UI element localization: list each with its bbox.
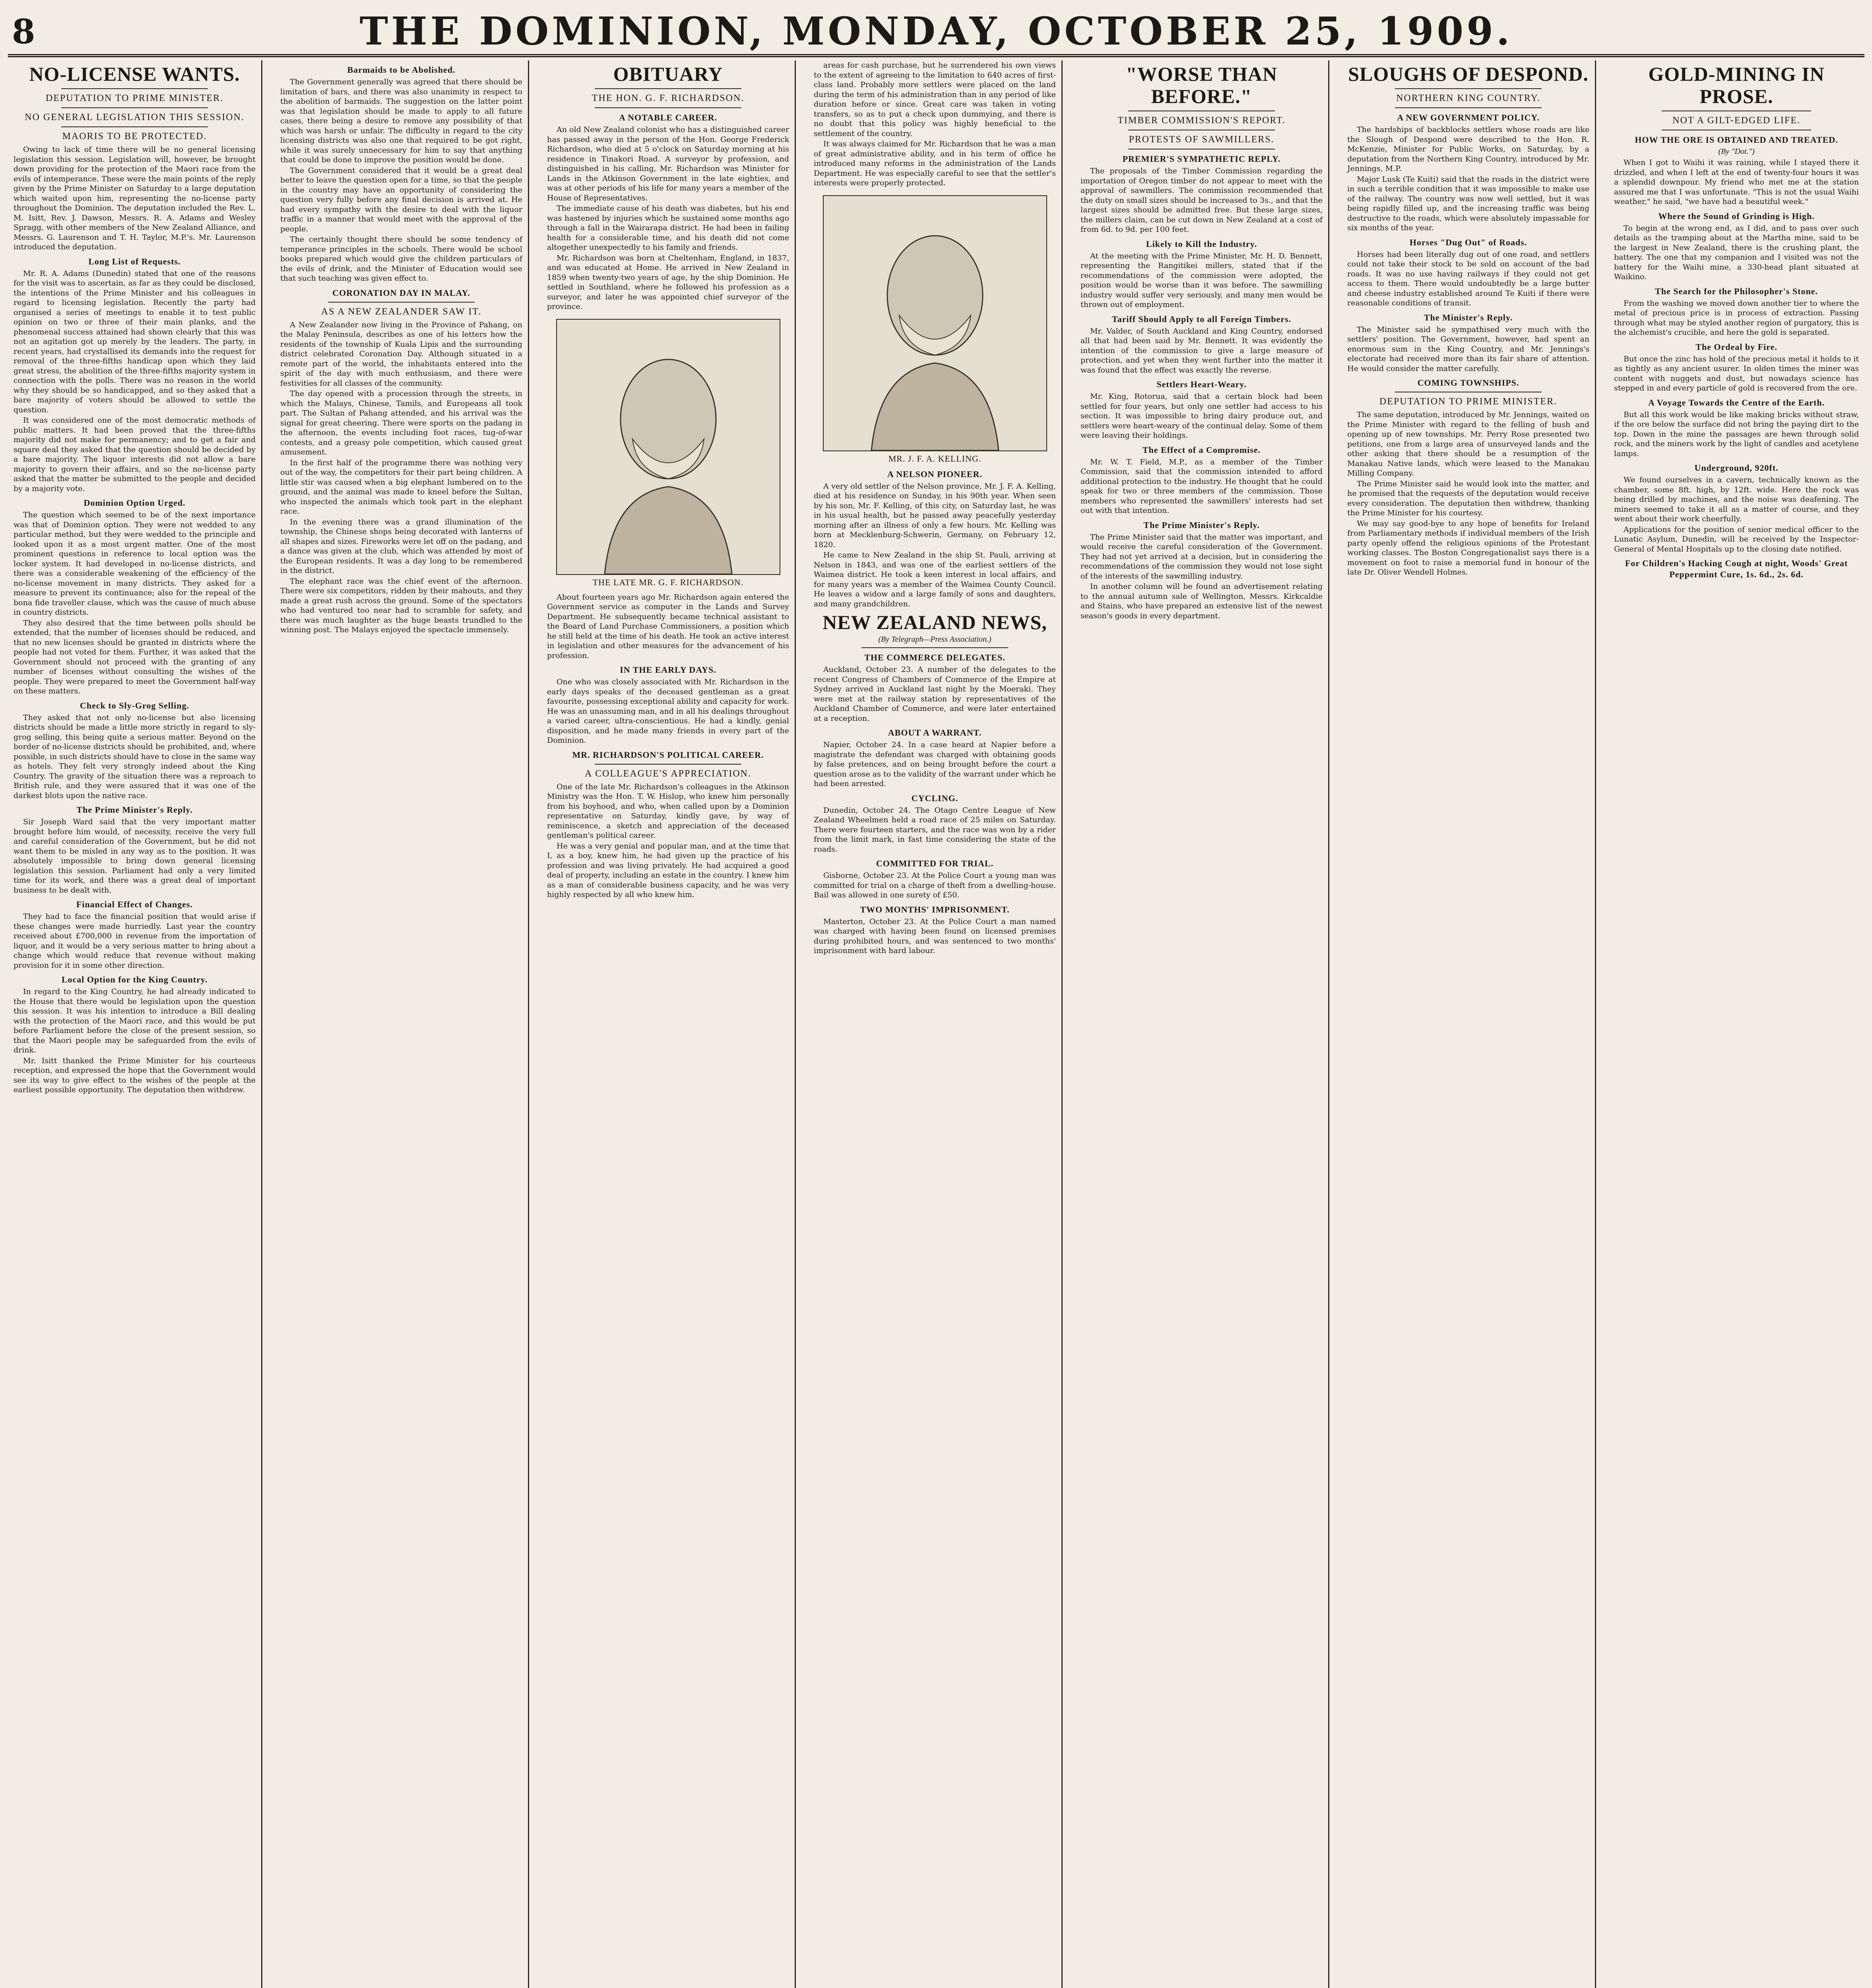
- section-subhead: CORONATION DAY IN MALAY.: [332, 287, 470, 298]
- article-deck: DEPUTATION TO PRIME MINISTER.: [45, 93, 224, 103]
- column-6: [1342, 60, 1596, 1988]
- article-paragraph: They also desired that the time between polls should be extended, that the number of licenses should be reduced, and that no new licenses should be granted in districts where the people had not voted for them. Further, it was asked that the Government should not proceed with the granting of any number of licenses without consulting the wishes of the people. They were prepared to meet the Government half-way on these matters.: [14, 618, 256, 695]
- article-paragraph: The certainly thought there should be some tendency of temperance principles in the schools. There would be school books prepared which would give the children particulars of the evils of drink, and the Minister of Education would see that such teaching was given effect to.: [280, 235, 522, 283]
- article-paragraph: Dunedin, October 24. The Otago Centre League of New Zealand Wheelmen held a road race of 25 miles on Saturday. There were fourteen starters, and the race was won by a rider from the limit mark, in fast time considering the state of the roads.: [814, 806, 1056, 854]
- section-subhead: A NELSON PIONEER.: [887, 469, 982, 479]
- article-paragraph: We found ourselves in a cavern, technically known as the chamber, some 8ft. high, by 12ft. wide. Here the rock was being drilled by machines, and the noise was deafening. The miners seemed to take it all as a matter of course, and they went about their work cheerfully.: [1614, 476, 1859, 523]
- divider-rule: [1395, 88, 1542, 89]
- article-paragraph: The Government considered that it would be a great deal better to leave the question open for a time, so that the people in the country may have an opportunity of considering the question very fully before any final decision is arrived at. He had every sympathy with the desire to deal with the liquor traffic in a manner that would meet with the approval of the people.: [280, 166, 522, 233]
- section-subhead: Long List of Requests.: [88, 256, 181, 266]
- article-paragraph: The Prime Minister said that the matter was important, and would receive the careful consideration of the Government. They had not yet arrived at a decision, but in considering the recommendations of the commission they would not lose sight of the interests of the sawmilling industry.: [1081, 532, 1323, 580]
- dateline: (By Telegraph—Press Association.): [878, 635, 991, 644]
- section-subhead: Barmaids to be Abolished.: [347, 65, 456, 75]
- section-subhead: Horses "Dug Out" of Roads.: [1409, 237, 1527, 247]
- divider-rule: [61, 126, 208, 127]
- section-subhead: TWO MONTHS' IMPRISONMENT.: [860, 904, 1010, 914]
- divider-rule: [595, 764, 741, 765]
- article-paragraph: Horses had been literally dug out of one road, and settlers could not take their stock to be sold on account of the bad roads. It was no use having railways if they could not get access to them. There would undoubtedly be a large butter and cheese industry established around Te Kuiti if there were reasonable conditions of transit.: [1347, 250, 1589, 307]
- article-paragraph: Masterton, October 23. At the Police Court a man named was charged with having been found on licensed premises during prohibited hours, and was sentenced to two months' imprisonment with hard labour.: [814, 917, 1056, 955]
- newspaper-page: [8, 7, 1864, 1988]
- column-5: [1075, 60, 1329, 1988]
- column-2: [275, 60, 529, 1988]
- section-subhead: For Children's Hacking Cough at night, Woods' Great Peppermint Cure, 1s. 6d., 2s. 6d.: [1625, 558, 1848, 579]
- section-subhead: The Minister's Reply.: [1424, 312, 1513, 322]
- section-subhead: The Prime Minister's Reply.: [1143, 520, 1260, 530]
- column-4: [808, 60, 1063, 1988]
- article-paragraph: The hardships of backblocks settlers whose roads are like the Slough of Despond were described to the Hon. R. McKenzie, Minister for Public Works, on Saturday, by a deputation from the Northern King Country, introduced by Mr. Jennings, M.P.: [1347, 125, 1589, 173]
- article-deck: DEPUTATION TO PRIME MINISTER.: [1379, 396, 1558, 407]
- article-paragraph: But all this work would be like making bricks without straw, if the ore below the surface did not bring the paying dirt to the top. Down in the mine the passages are hewn through solid rock, and the miners work by the light of candles and acetylene lamps.: [1614, 410, 1859, 458]
- section-subhead: Local Option for the King Country.: [61, 975, 208, 984]
- columns-container: [8, 60, 1864, 1988]
- article-paragraph: Mr. Isitt thanked the Prime Minister for his courteous reception, and expressed the hope that the Government would see its way to give effect to the wishes of the people at the earliest possible opportunity. The deputation then withdrew.: [14, 1056, 256, 1094]
- section-subhead: Financial Effect of Changes.: [76, 899, 193, 909]
- section-subhead: Underground, 920ft.: [1694, 463, 1779, 473]
- article-paragraph: They asked that not only no-license but also licensing districts should be made a little more strictly in regard to sly-grog selling, this being quite a serious matter. Beyond on the border of no-license districts should be prohibited, and, where possible, in such districts should have to close in the same way as hotels. They felt very strongly indeed about the King Country. The gravity of the situation there was a reproach to British rule, and they were assured that it was one of the darkest blots upon the native race.: [14, 713, 256, 800]
- article-deck: A COLLEAGUE'S APPRECIATION.: [584, 768, 751, 779]
- article-deck: PROTESTS OF SAWMILLERS.: [1129, 134, 1275, 145]
- section-subhead: Settlers Heart-Weary.: [1156, 379, 1247, 389]
- article-paragraph: An old New Zealand colonist who has a distinguished career has passed away in the person of the Hon. George Frederick Richardson, who died at 5 o'clock on Saturday morning at his residence in Tinakori Road. A surveyor by profession, and distinguished in his calling, Mr. Richardson was Minister for Lands in the Atkinson Government in the late eighties, and was at other periods of his life for many years a member of the House of Representatives.: [547, 125, 789, 202]
- article-paragraph: One who was closely associated with Mr. Richardson in the early days speaks of the deceased gentleman as a great favourite, possessing exceptional ability and capacity for work. He was an unassuming man, and in all his dealings throughout a varied career, ultra-conscientious. He had a kindly, genial disposition, and he made many friends in every part of the Dominion.: [547, 678, 789, 745]
- divider-rule: [1395, 107, 1542, 108]
- article-headline: SLOUGHS OF DESPOND.: [1348, 63, 1589, 85]
- article-paragraph: A New Zealander now living in the Province of Pahang, on the Malay Peninsula, describes as one of his letters how the residents of the township of Kuala Lipis and the surrounding district celebrated Coronation Day. Although situated in a remote part of the world, the inhabitants entered into the spirit of the day with much enthusiasm, and there were festivities for all classes of the community.: [280, 320, 522, 388]
- section-subhead: HOW THE ORE IS OBTAINED AND TREATED.: [1635, 135, 1838, 145]
- article-paragraph: When I got to Waihi it was raining, while I stayed there it drizzled, and when I left at the end of twenty-four hours it was a splendid downpour. My friend who met me at the station assured me that I was unfortunate. "This is not the usual Waihi weather," he said, "we have had a beautiful week.": [1614, 158, 1859, 206]
- article-paragraph: At the meeting with the Prime Minister, Mr. H. D. Bennett, representing the Rangitikei millers, stated that if the recommendations of the commission were adopted, the position would be worse than it was before. The sawmilling industry would suffer very seriously, and many men would be thrown out of employment.: [1081, 251, 1323, 309]
- portrait-photo: [556, 319, 780, 575]
- article-deck: NO GENERAL LEGISLATION THIS SESSION.: [25, 112, 244, 122]
- section-subhead: Likely to Kill the Industry.: [1146, 239, 1257, 249]
- article-paragraph: We may say good-bye to any hope of benefits for Ireland from Parliamentary methods if individual members of the Irish party openly offend the religious opinions of the Protestant working classes. The Boston Congregationalist says there is a movement on foot to raise a memorial fund in honour of the late Dr. Oliver Wendell Holmes.: [1347, 519, 1589, 577]
- article-paragraph: Sir Joseph Ward said that the very important matter brought before him would, of necessity, receive the very full and careful consideration of the Government, but he did not want them to be misled in any way as to the position. It was absolutely impossible to bring down general licensing legislation this session. Parliament had only a very limited time for its work, and there was a great deal of important business to be dealt with.: [14, 817, 256, 895]
- article-headline: NO-LICENSE WANTS.: [29, 63, 240, 85]
- article-paragraph: The proposals of the Timber Commission regarding the importation of Oregon timber do not appear to meet with the approval of sawmillers. The commission recommended that the duty on small sizes should be increased to 3s., and that the largest sizes should be admitted free. But these large sizes, the millers claim, can be cut down in New Zealand at a cost of from 6d. to 9d. per 100 feet.: [1081, 167, 1323, 234]
- article-paragraph: Mr. King, Rotorua, said that a certain block had been settled for four years, but only one settler had access to his section. It was impossible to bring dairy produce out, and settlers were heart-weary of the continual delay. Some of them were leaving their holdings.: [1081, 392, 1323, 440]
- divider-rule: [595, 88, 741, 89]
- article-paragraph: Mr. Richardson was born at Cheltenham, England, in 1837, and was educated at Home. He arrived in New Zealand in 1859 when twenty-two years of age, by the ship Dominion. He settled in Southland, where he followed his profession as a surveyor, and later he was appointed chief surveyor of the province.: [547, 253, 789, 311]
- article-paragraph: They had to face the financial position that would arise if these changes were made hurriedly. Last year the country received about £700,000 in revenue from the importation of liquor, and it would be a very serious matter to bring about a change which would reduce that revenue without making provision for it in some other direction.: [14, 912, 256, 970]
- article-paragraph: Mr. R. A. Adams (Dunedin) stated that one of the reasons for the visit was to ascertain, as far as they could be disclosed, the intentions of the Prime Minister and his colleagues in regard to licensing legislation. Recently the party had organised a series of meetings to enable it to test public opinion on two or three of their main planks, and the phenomenal success attained had shown clearly that this was not an agitation got up merely by the leaders. The party, in recent years, had crystallised its demands into the request for removal of the three-fifths handicap upon which they laid great stress, the abolition of the three-fifths majority system in connection with the polls. There was no reason in the world why they should be so handicapped, and so they asked that a bare majority of voters should be allowed to settle the question.: [14, 269, 256, 414]
- portrait-photo-2: [823, 195, 1047, 451]
- section-subhead: THE COMMERCE DELEGATES.: [864, 652, 1005, 662]
- article-paragraph: About fourteen years ago Mr. Richardson again entered the Government service as computer in the Lands and Survey Department. He subsequently became technical assistant to the Board of Land Purchase Commissioners, a position which he still held at the time of his death. He took an active interest in legislation and other measures for the advancement of his profession.: [547, 592, 789, 660]
- article-paragraph: One of the late Mr. Richardson's colleagues in the Atkinson Ministry was the Hon. T. W. Hislop, who knew him personally from his boyhood, and who, when called upon by a Dominion representative on Saturday, kindly gave, by way of reminiscence, a sketch and appreciation of the deceased gentleman's political career.: [547, 782, 789, 840]
- section-subhead: A NOTABLE CAREER.: [619, 113, 718, 122]
- article-paragraph: The Prime Minister said he would look into the matter, and he promised that the requests of the deputation would receive every consideration. The deputation then withdrew, thanking the Prime Minister for his courtesy.: [1347, 479, 1589, 517]
- article-paragraph: The day opened with a procession through the streets, in which the Malays, Chinese, Tamils, and Europeans all took part. The Sultan of Pahang attended, and his arrival was the signal for great cheering. There were sports on the padang in the afternoon, the events including foot races, tug-of-war contests, and a greasy pole competition, which caused great amusement.: [280, 389, 522, 456]
- article-paragraph: The elephant race was the chief event of the afternoon. There were six competitors, ridden by their mahouts, and they made a great rush across the ground. Some of the spectators who had ventured too near had to scramble for safety, and there was much laughter as the huge beasts trundled to the winning post. The Malays enjoyed the spectacle immensely.: [280, 577, 522, 634]
- section-subhead: PREMIER'S SYMPATHETIC REPLY.: [1122, 154, 1281, 164]
- article-paragraph: Napier, October 24. In a case heard at Napier before a magistrate the defendant was charged with obtaining goods by false pretences, and on being brought before the court a question arose as to the validity of the warrant under which he had been arrested.: [814, 740, 1056, 788]
- newspaper-title: THE DOMINION, MONDAY, OCTOBER 25, 1909.: [359, 9, 1513, 54]
- article-paragraph: Applications for the position of senior medical officer to the Lunatic Asylum, Dunedin, will be received by the Inspector-General of Mental Hospitals up to the closing date notified.: [1614, 525, 1859, 553]
- section-subhead: The Search for the Philosopher's Stone.: [1655, 286, 1818, 296]
- section-subhead: The Prime Minister's Reply.: [76, 805, 193, 815]
- article-headline: GOLD-MINING IN PROSE.: [1648, 63, 1825, 107]
- article-paragraph: The question which seemed to be of the next importance was that of Dominion option. They were not wedded to any particular method, but they were wedded to the principle and looked upon it as a most urgent matter. One of the most prominent questions in reference to local option was the locker system. It had developed in no-license districts, and there was a considerable weakening of the efficiency of the no-license movement in many districts. They asked for a measure to prevent its continuance; also for the repeal of the bona fide traveller clause, which was the cause of much abuse in country districts.: [14, 511, 256, 617]
- article-paragraph: A very old settler of the Nelson province, Mr. J. F. A. Kelling, died at his residence on Sunday, in his 90th year. When seen by his son, Mr. F. Kelling, of this city, on Saturday last, he was in his usual health, but he passed away peacefully yesterday morning after an illness of only a few hours. Mr. Kelling was born at Mecklenburg-Schwerin, Germany, on February 12, 1820.: [814, 481, 1056, 549]
- article-paragraph: Mr. W. T. Field, M.P., as a member of the Timber Commission, said that the commission intended to afford additional protection to the industry. He thought that he could speak for two or three members of the commission. Those members who represented the sawmillers' interests had set out with that intention.: [1081, 457, 1323, 515]
- article-paragraph: areas for cash purchase, but he surrendered his own views to the extent of agreeing to the limitation to 640 acres of first-class land. Probably more settlers were placed on the land during the term of his administration than in any period of like duration before or since. Great care was taken in voting transfers, so as to put a check upon dummying, and there is no doubt that this policy was highly beneficial to the settlement of the country.: [814, 61, 1056, 138]
- article-paragraph: In another column will be found an advertisement relating to the annual autumn sale of Wellington, Messrs. Kirkcaldie and Stains, who have prepared an extensive list of the newest season's goods in every department.: [1081, 582, 1323, 620]
- section-subhead: CYCLING.: [911, 793, 958, 803]
- article-headline: NEW ZEALAND NEWS,: [823, 611, 1047, 633]
- section-subhead: The Ordeal by Fire.: [1695, 342, 1777, 352]
- section-subhead: COMING TOWNSHIPS.: [1417, 378, 1519, 388]
- article-paragraph: It was considered one of the most democratic methods of public matters. It had been proved that the three-fifths majority did not make for permanency; and to get a fair and square deal they asked that the question should be decided by a bare majority. The liquor interests did not allow a bare majority to govern their affairs, and so the no-license party asked that the matter be submitted to the people and decided by a majority vote.: [14, 416, 256, 493]
- column-3: [541, 60, 796, 1988]
- article-paragraph: Owing to lack of time there will be no general licensing legislation this session. Legislation will, however, be brought down providing for the protection of the Maori race from the evils of intemperance. These were the main points of the reply given by the Prime Minister on Saturday to a large deputation which waited upon him, representing the no-license party throughout the Dominion. The deputation included the Rev. L. M. Isitt, Rev. J. Dawson, Messrs. R. A. Adams and Wesley Spragg, with other members of the New Zealand Alliance, and Messrs. G. Laurenson and T. H. Taylor, M.P.'s. Mr. Laurenson introduced the deputation.: [14, 145, 256, 251]
- page-number: 8: [12, 12, 35, 51]
- divider-rule: [595, 107, 741, 108]
- photo-caption: MR. J. F. A. KELLING.: [888, 453, 982, 464]
- section-subhead: Check to Sly-Grog Selling.: [80, 700, 189, 711]
- divider-rule: [861, 647, 1008, 648]
- section-subhead: Where the Sound of Grinding is High.: [1658, 211, 1815, 221]
- article-deck: NORTHERN KING COUNTRY.: [1396, 93, 1540, 103]
- divider-rule: [61, 88, 208, 89]
- article-headline: "WORSE THAN BEFORE.": [1126, 63, 1277, 107]
- section-subhead: ABOUT A WARRANT.: [888, 728, 982, 738]
- section-subhead: The Effect of a Compromise.: [1142, 445, 1261, 455]
- article-paragraph: He was a very genial and popular man, and at the time that I, as a boy, knew him, he had given up the practice of his profession and was living privately. He had acquired a good deal of property, including an estate in the country. I knew him as a man of considerable business capacity, and he was very highly respected by all who knew him.: [547, 841, 789, 899]
- article-deck: AS A NEW ZEALANDER SAW IT.: [321, 306, 482, 317]
- article-paragraph: The Minister said he sympathised very much with the settlers' position. The Government, however, had spent an enormous sum in the King Country, and Mr. Jennings's electorate had received more than its fair share of attention. He would consider the matter carefully.: [1347, 325, 1589, 373]
- article-paragraph: Major Lusk (Te Kuiti) said that the roads in the district were in such a terrible condition that it was impossible to make use of the railway. The country was now well settled, but it was being rapidly filled up, and the increasing traffic was being destructive to the roads, which were absolutely impassable for six months of the year.: [1347, 175, 1589, 232]
- article-paragraph: In the first half of the programme there was nothing very out of the way, the competitors for their part being children. A little stir was caused when a big elephant lumbered on to the ground, and the animal was made to kneel before the Sultan, who inspected the animals which took part in the elephant race.: [280, 458, 522, 516]
- masthead: [8, 7, 1864, 57]
- article-paragraph: To begin at the wrong end, as I did, and to pass over such details as the tramping about at the Martha mine, said to be the largest in New Zealand, there is the crushing plant, the battery. The one that my companion and I visited was not the battery for the Waihi mine, a 330-head plant situated at Waikino.: [1614, 223, 1859, 281]
- divider-rule: [328, 302, 475, 303]
- column-1: [8, 60, 262, 1988]
- section-subhead: COMMITTED FOR TRIAL.: [876, 858, 994, 868]
- article-paragraph: From the washing we moved down another tier to where the metal of precious price is in process of extraction. Passing through what may be styled another region of purgatory, this is the alchemist's crucible, and here the gold is separated.: [1614, 299, 1859, 337]
- article-paragraph: But once the zinc has hold of the precious metal it holds to it as tightly as any ancient usurer. In olden times the miner was content with nuggets and dust, but nowadays science has stepped in and every particle of gold is recovered from the ore.: [1614, 354, 1859, 392]
- article-paragraph: The same deputation, introduced by Mr. Jennings, waited on the Prime Minister with regard to the felling of bush and opening up of new townships. Mr. Perry Rose presented two petitions, one from a large area of unsurveyed lands and the other asking that there should be a resumption of the Manakau Native lands, which were leased to the Manakau Milling Company.: [1347, 410, 1589, 478]
- section-subhead: MR. RICHARDSON'S POLITICAL CAREER.: [572, 749, 764, 760]
- article-deck: TIMBER COMMISSION'S REPORT.: [1117, 115, 1286, 126]
- section-subhead: IN THE EARLY DAYS.: [620, 665, 716, 675]
- column-7: [1608, 60, 1864, 1988]
- article-deck: NOT A GILT-EDGED LIFE.: [1672, 115, 1800, 126]
- section-subhead: Dominion Option Urged.: [83, 498, 186, 508]
- article-paragraph: The Government generally was agreed that there should be limitation of bars, and there was also unanimity in respect to the abolition of barmaids. The suggestion on the latter point was that legislation should be made to apply to all future cases, there being a desire to remove any possibility of that which was harsh or unfair. The difficulty in regard to the city licensing districts was also one that required to be got right, while it was surely unnecessary for him to say that anything that could be done to improve the position would be done.: [280, 78, 522, 164]
- section-subhead: A NEW GOVERNMENT POLICY.: [1397, 113, 1540, 122]
- article-paragraph: Mr. Valder, of South Auckland and King Country, endorsed all that had been said by Mr. Bennett. It was evidently the intention of the commission to give a large measure of protection, and yet when they went further into the matter it was found that the effect was exactly the reverse.: [1081, 326, 1323, 375]
- dateline: (By "Dot."): [1718, 147, 1755, 156]
- article-paragraph: In regard to the King Country, he had already indicated to the House that there would be legislation upon the question this session. It was his intention to introduce a Bill dealing with the protection of the Maori race, and this would be put before Parliament before the close of the present session, so that the Maori people may be safeguarded from the evils of drink.: [14, 987, 256, 1054]
- article-deck: MAORIS TO BE PROTECTED.: [62, 131, 207, 142]
- article-paragraph: In the evening there was a grand illumination of the township, the Chinese shops being decorated with lanterns of all shapes and sizes. Fireworks were let off on the padang, and a dance was given at the club, which was attended by most of the European residents. It was a day long to be remembered in the district.: [280, 517, 522, 575]
- article-paragraph: Gisborne, October 23. At the Police Court a young man was committed for trial on a charge of theft from a dwelling-house. Bail was allowed in one surety of £50.: [814, 871, 1056, 899]
- article-paragraph: The immediate cause of his death was diabetes, but his end was hastened by injuries which he sustained some months ago through a fall in the Wairarapa district. He had been in failing health for a considerable time, and his death did not come altogether unexpectedly to his family and friends.: [547, 204, 789, 252]
- article-paragraph: Auckland, October 23. A number of the delegates to the recent Congress of Chambers of Commerce of the Empire at Sydney arrived in Auckland last night by the Moeraki. They were met at the railway station by representatives of the Auckland Chamber of Commerce, and were later entertained at a reception.: [814, 665, 1056, 723]
- section-subhead: Tariff Should Apply to all Foreign Timbers.: [1112, 314, 1292, 324]
- article-headline: OBITUARY: [613, 63, 723, 85]
- article-deck: THE HON. G. F. RICHARDSON.: [592, 93, 745, 103]
- article-paragraph: He came to New Zealand in the ship St. Pauli, arriving at Nelson in 1843, and was one of the earliest settlers of the Waimea district. He took a keen interest in local affairs, and for many years was a member of the Waimea County Council. He leaves a widow and a large family of sons and daughters, and many grandchildren.: [814, 551, 1056, 608]
- section-subhead: A Voyage Towards the Centre of the Earth.: [1648, 397, 1825, 408]
- photo-caption: THE LATE MR. G. F. RICHARDSON.: [592, 577, 744, 587]
- article-paragraph: It was always claimed for Mr. Richardson that he was a man of great administrative ability, and in his term of office he introduced many reforms in the administration of the Lands Department. He was especially careful to see that the settler's interests were properly protected.: [814, 140, 1056, 187]
- divider-rule: [61, 107, 208, 108]
